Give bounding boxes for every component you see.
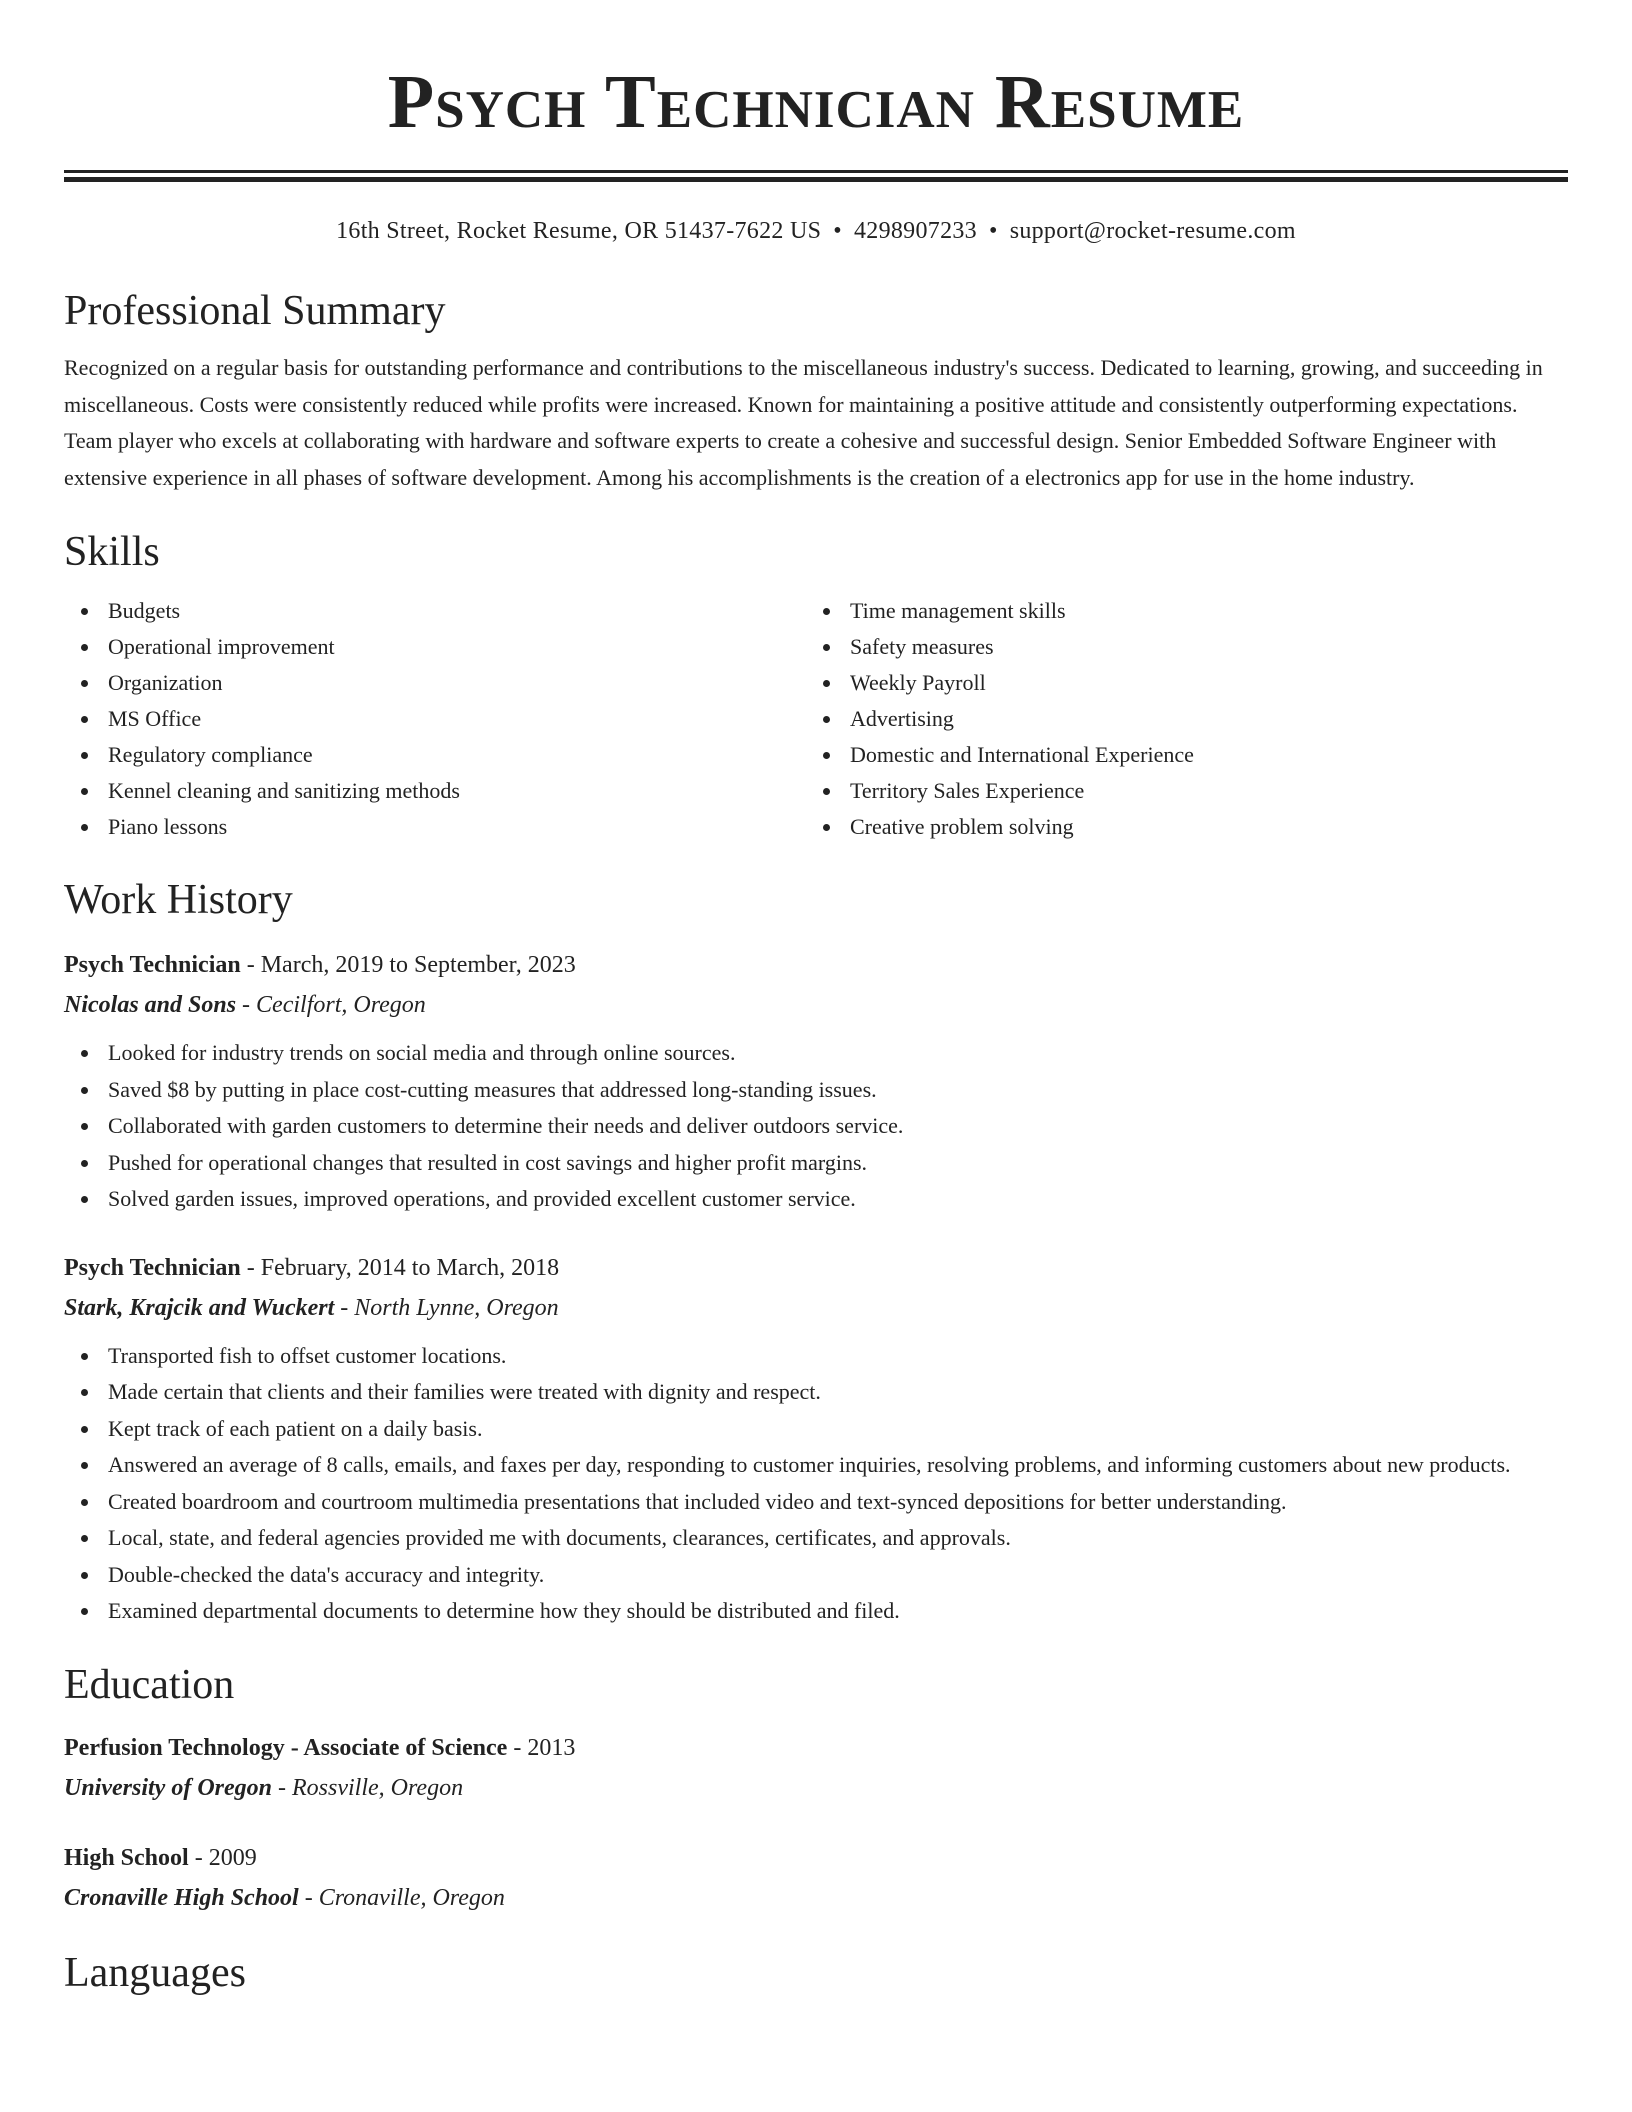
dash: - — [277, 1774, 286, 1801]
job-bullet: Answered an average of 8 calls, emails, and faxes per day, responding to customer inquiries, resolving problems, and informing customers about new products. — [64, 1447, 1568, 1484]
skill-item: Weekly Payroll — [806, 665, 1548, 701]
job-entry — [64, 1248, 1568, 1630]
education-year: 2009 — [208, 1844, 257, 1871]
job-bullets — [64, 1338, 1568, 1630]
skills-heading: Skills — [64, 529, 160, 575]
skill-item: Creative problem solving — [806, 809, 1548, 845]
contact-phone: 4298907233 — [853, 218, 977, 244]
skills-columns — [64, 593, 1568, 845]
education-school: Cronaville High School — [64, 1884, 299, 1911]
skill-item: MS Office — [64, 701, 806, 737]
education-school: University of Oregon — [64, 1774, 272, 1801]
job-bullet: Kept track of each patient on a daily basis. — [64, 1411, 1568, 1448]
dash: - — [194, 1844, 203, 1871]
job-dates: March, 2019 to September, 2023 — [260, 952, 576, 978]
skills-left-list — [64, 593, 806, 845]
job-location: Cecilfort, Oregon — [256, 992, 426, 1018]
job-dates: February, 2014 to March, 2018 — [260, 1254, 560, 1281]
skill-item: Territory Sales Experience — [806, 773, 1548, 809]
education-degree-line — [64, 1838, 1568, 1878]
work-history-heading: Work History — [64, 877, 293, 923]
dash: - — [246, 1254, 255, 1281]
education-year: 2013 — [527, 1734, 576, 1761]
contact-address: 16th Street, Rocket Resume, OR 51437-7622 US — [336, 218, 822, 244]
job-bullet: Saved $8 by putting in place cost-cutting measures that addressed long-standing issues. — [64, 1072, 1568, 1109]
dash: - — [246, 952, 255, 978]
skill-item: Kennel cleaning and sanitizing methods — [64, 773, 806, 809]
education-location: Cronaville, Oregon — [318, 1884, 505, 1911]
education-degree: High School — [64, 1844, 189, 1871]
skill-item: Operational improvement — [64, 629, 806, 665]
contact-separator: • — [833, 218, 842, 244]
job-bullet: Looked for industry trends on social media and through online sources. — [64, 1035, 1568, 1072]
job-bullet: Made certain that clients and their families were treated with dignity and respect. — [64, 1374, 1568, 1411]
skill-item: Time management skills — [806, 593, 1548, 629]
job-location: North Lynne, Oregon — [354, 1294, 559, 1321]
dash: - — [340, 1294, 349, 1321]
job-entry — [64, 945, 1568, 1218]
summary-heading: Professional Summary — [64, 288, 446, 334]
education-degree: Perfusion Technology - Associate of Science — [64, 1734, 508, 1761]
dash: - — [304, 1884, 313, 1911]
job-bullet: Created boardroom and courtroom multimedia presentations that included video and text-synced depositions for better understanding. — [64, 1484, 1568, 1521]
job-bullet: Examined departmental documents to determine how they should be distributed and filed. — [64, 1593, 1568, 1630]
contact-separator: • — [988, 218, 998, 244]
summary-text: Recognized on a regular basis for outstanding performance and contributions to the miscellaneous industry's success. Dedicated to learning, growing, and succeeding in miscellaneous. Costs were consistently reduced while profits were increased. Known for maintaining a positive attitude and consistently outperforming expectations. Team player who excels at collaborating with hardware and software experts to create a cohesive and successful design. Senior Embedded Software Engineer with extensive experience in all phases of software development. Among his accomplishments is the creation of a electronics app for use in the home industry. — [64, 355, 1543, 490]
job-company-line — [64, 985, 1568, 1025]
contact-email: support@rocket-resume.com — [1009, 218, 1296, 244]
education-school-line — [64, 1878, 1568, 1918]
job-bullets — [64, 1035, 1568, 1218]
job-company-line — [64, 1288, 1568, 1328]
skill-item: Regulatory compliance — [64, 737, 806, 773]
skill-item: Piano lessons — [64, 809, 806, 845]
job-bullet: Transported fish to offset customer locations. — [64, 1338, 1568, 1375]
job-bullet: Local, state, and federal agencies provided me with documents, clearances, certificates, and approvals. — [64, 1520, 1568, 1557]
education-school-line — [64, 1768, 1568, 1808]
job-bullet: Collaborated with garden customers to determine their needs and deliver outdoors service. — [64, 1108, 1568, 1145]
education-entry — [64, 1838, 1568, 1918]
job-bullet: Double-checked the data's accuracy and integrity. — [64, 1557, 1568, 1594]
education-degree-line — [64, 1728, 1568, 1768]
job-title: Psych Technician — [64, 1254, 241, 1281]
skill-item: Organization — [64, 665, 806, 701]
job-company: Stark, Krajcik and Wuckert — [64, 1294, 335, 1321]
job-title-line — [64, 945, 1568, 985]
job-title: Psych Technician — [64, 952, 241, 978]
job-bullet: Solved garden issues, improved operations, and provided excellent customer service. — [64, 1181, 1568, 1218]
skills-right-list — [806, 593, 1548, 845]
title-double-rule — [64, 170, 1568, 182]
skill-item: Budgets — [64, 593, 806, 629]
education-entry — [64, 1728, 1568, 1808]
skill-item: Safety measures — [806, 629, 1548, 665]
languages-heading: Languages — [64, 1949, 246, 1996]
job-bullet: Pushed for operational changes that resulted in cost savings and higher profit margins. — [64, 1145, 1568, 1182]
job-title-line — [64, 1248, 1568, 1288]
job-company: Nicolas and Sons — [64, 992, 237, 1018]
education-heading: Education — [64, 1661, 235, 1708]
resume-title: Psych Technician Resume — [387, 60, 1245, 144]
education-location: Rossville, Oregon — [291, 1774, 464, 1801]
dash: - — [513, 1734, 522, 1761]
contact-line — [64, 216, 1568, 246]
skill-item: Domestic and International Experience — [806, 737, 1548, 773]
dash: - — [242, 992, 251, 1018]
skill-item: Advertising — [806, 701, 1548, 737]
